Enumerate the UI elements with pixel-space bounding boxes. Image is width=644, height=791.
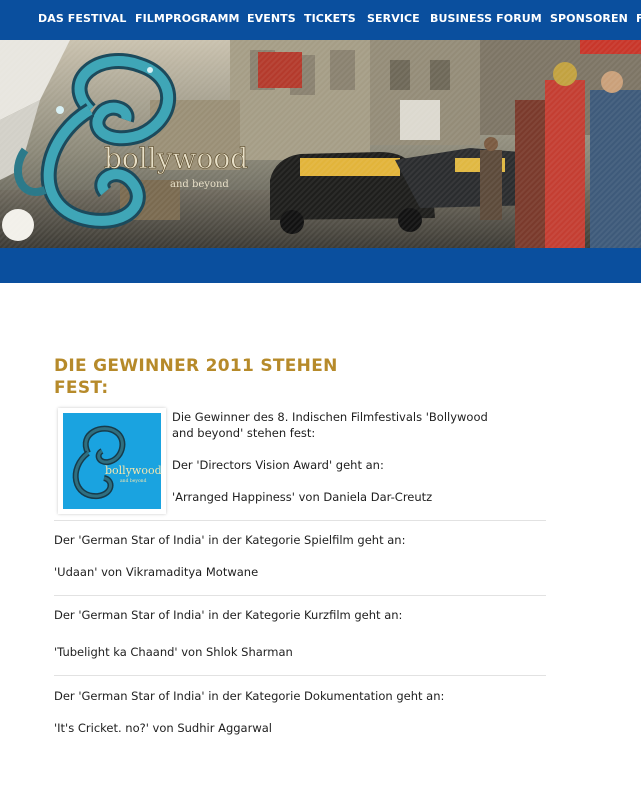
festival-logo-thumbnail <box>58 408 166 514</box>
winner-kurzfilm: 'Tubelight ka Chaand' von Shlok Sharman <box>54 645 293 659</box>
intro-line-1: Die Gewinner des 8. Indischen Filmfestivals 'Bollywood <box>172 410 488 424</box>
divider <box>54 520 546 521</box>
award-kurzfilm: Der 'German Star of India' in der Kategorie Kurzfilm geht an: <box>54 608 403 622</box>
award-directors-vision: Der 'Directors Vision Award' geht an: <box>172 458 384 472</box>
winner-spielfilm: 'Udaan' von Vikramaditya Motwane <box>54 565 259 579</box>
nav-item-truncated[interactable]: F <box>636 12 644 25</box>
divider <box>54 595 546 596</box>
nav-item-business-forum[interactable]: BUSINESS FORUM <box>430 12 542 25</box>
divider <box>54 675 546 676</box>
thumb-logo-title: bollywood <box>105 464 162 477</box>
winner-dokumentation: 'It's Cricket. no?' von Sudhir Aggarwal <box>54 721 272 735</box>
nav-item-tickets[interactable]: TICKETS <box>304 12 356 25</box>
award-dokumentation: Der 'German Star of India' in der Kategorie Dokumentation geht an: <box>54 689 445 703</box>
sub-nav-bar <box>0 248 641 283</box>
main-nav <box>0 0 644 40</box>
nav-item-sponsoren[interactable]: SPONSOREN <box>550 12 628 25</box>
header-banner <box>0 40 641 248</box>
banner-logo-title: bollywood <box>104 142 249 175</box>
intro-line-2: and beyond' stehen fest: <box>172 426 316 440</box>
nav-item-service[interactable]: SERVICE <box>367 12 420 25</box>
banner-logo-subtitle: and beyond <box>170 179 229 190</box>
award-spielfilm: Der 'German Star of India' in der Kategorie Spielfilm geht an: <box>54 533 406 547</box>
thumb-logo-subtitle: and beyond <box>120 479 147 484</box>
banner-street-photo <box>0 40 641 248</box>
winner-directors-vision: 'Arranged Happiness' von Daniela Dar-Creutz <box>172 490 433 504</box>
nav-item-das-festival[interactable]: DAS FESTIVAL <box>38 12 127 25</box>
festival-logo-image <box>58 408 166 514</box>
nav-item-events[interactable]: EVENTS <box>247 12 296 25</box>
nav-item-filmprogramm[interactable]: FILMPROGRAMM <box>135 12 240 25</box>
article-headline: DIE GEWINNER 2011 STEHEN FEST: <box>54 356 338 398</box>
